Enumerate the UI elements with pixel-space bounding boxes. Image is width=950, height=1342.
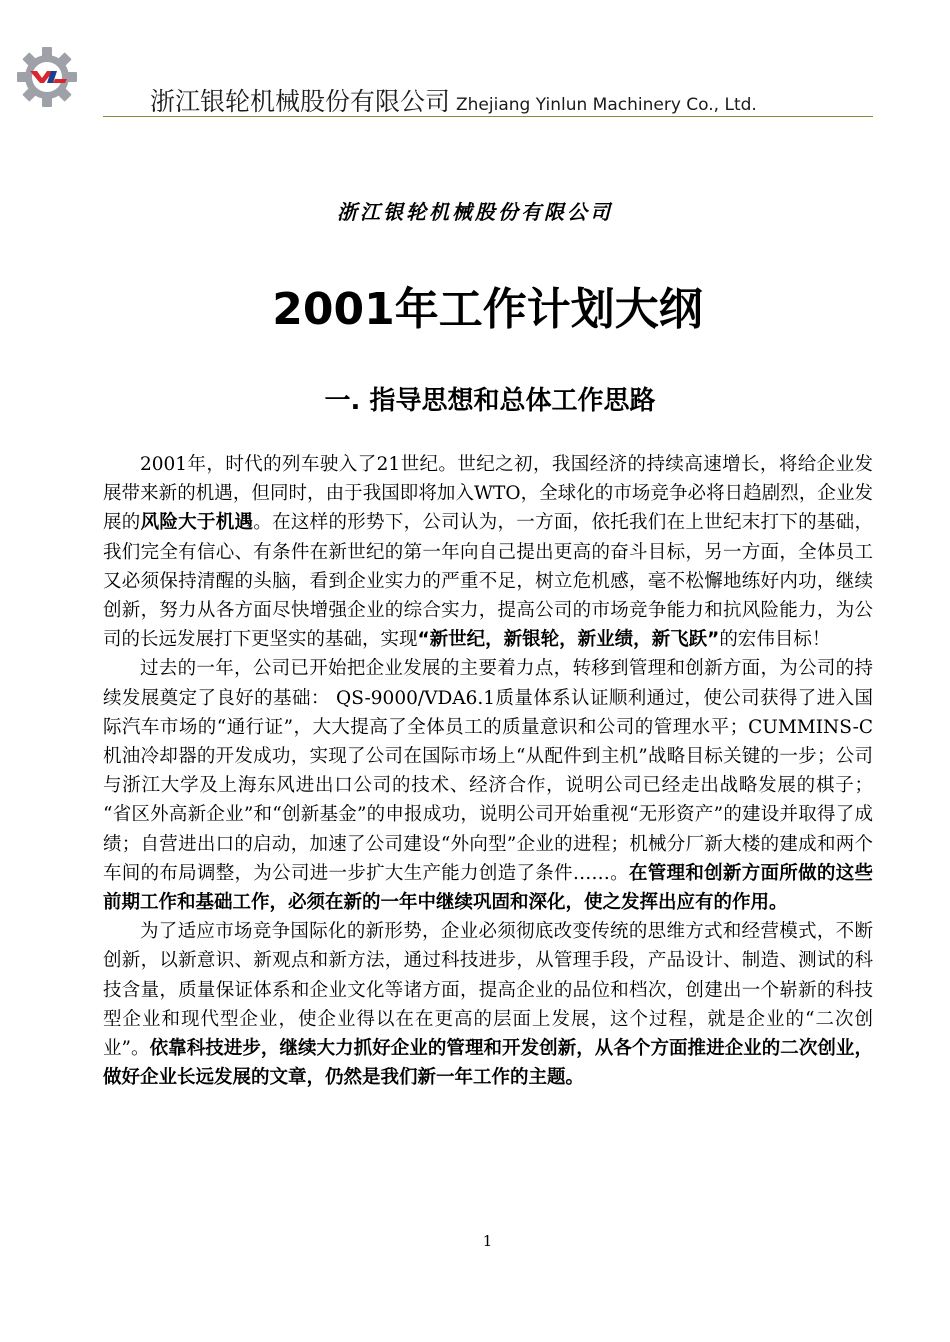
section-heading: 一. 指导思想和总体工作思路 (324, 386, 656, 416)
emphasis-text: 依靠科技进步，继续大力抓好企业的管理和开发创新，从各个方面推进企业的二次创业，做好企业长远发展的文章，仍然是我们新一年工作的主题。 (103, 1038, 873, 1089)
header-company-cn: 浙江银轮机械股份有限公司 (150, 87, 451, 116)
header-company-en: Zhejiang Yinlun Machinery Co., Ltd. (456, 95, 757, 115)
page-number: 1 (482, 1232, 493, 1250)
emphasis-text: 在管理和创新方面所做的这些前期工作和基础工作，必须在新的一年中继续巩固和深化，使之发挥出应有的作用。 (103, 862, 873, 914)
header-company-name (150, 82, 757, 118)
paragraph-text: 2001年，时代的列车驶入了21世纪。世纪之初，我国经济的持续高速增长，将给企业发展带来新的机遇，但同时，由于我国即将加入WTO，全球化的市场竞争必将日趋剧烈，企业发展的 (103, 454, 873, 534)
emphasis-text: 风险大于机遇 (140, 512, 254, 534)
paragraph-2 (103, 654, 873, 917)
paragraph-1 (103, 450, 873, 654)
paragraph-text: 为了适应市场竞争国际化的新形势，企业必须彻底改变传统的思维方式和经营模式，不断创新，以新意识、新观点和新方法，通过科技进步，从管理手段，产品设计、制造、测试的科技含量，质量保证体系和企业文化等诸方面，提高企业的品位和档次，创建出一个崭新的科技型企业和现代型企业，使企业得以在在更高的层面上发展，这个过程，就是企业的“二次创业”。 (103, 921, 873, 1060)
company-line: 浙江银轮机械股份有限公司 (337, 200, 613, 224)
header-divider (103, 116, 873, 117)
document-title: 2001年工作计划大纲 (272, 284, 703, 335)
paragraph-3 (103, 917, 873, 1092)
slogan-text: “新世纪，新银轮，新业绩，新飞跃” (417, 629, 720, 651)
document-body (103, 450, 873, 1092)
paragraph-text: 过去的一年，公司已开始把企业发展的主要着力点，转移到管理和创新方面，为公司的持续发展奠定了良好的基础： QS-9000/VDA6.1质量体系认证顺利通过，使公司获得了进入国际汽车市场的“通行证”，大大提高了全体员工的质量意识和公司的管理水平；CUMMINS-C机油冷却器的开发成功，实现了公司在国际市场上“从配件到主机”战略目标关键的一步；公司与浙江大学及上海东风进出口公司的技术、经济合作，说明公司已经走出战略发展的棋子； “省区外高新企业”和“创新基金”的申报成功，说明公司开始重视“无形资产”的建设并取得了成绩；自营进出口的启动，加速了公司建设“外向型”企业的进程；机械分厂新大楼的建成和两个车间的布局调整，为公司进一步扩大生产能力创造了条件……。 (103, 658, 873, 884)
company-logo (15, 45, 79, 109)
paragraph-text: 。在这样的形势下，公司认为，一方面，依托我们在上世纪末打下的基础，我们完全有信心、有条件在新世纪的第一年向自己提出更高的奋斗目标，另一方面，全体员工又必须保持清醒的头脑，看到企业实力的严重不足，树立危机感，毫不松懈地练好内功，继续创新，努力从各方面尽快增强企业的综合实力，提高公司的市场竞争能力和抗风险能力，为公司的长远发展打下更坚实的基础，实现 (103, 512, 873, 651)
paragraph-text: 的宏伟目标！ (719, 629, 831, 651)
